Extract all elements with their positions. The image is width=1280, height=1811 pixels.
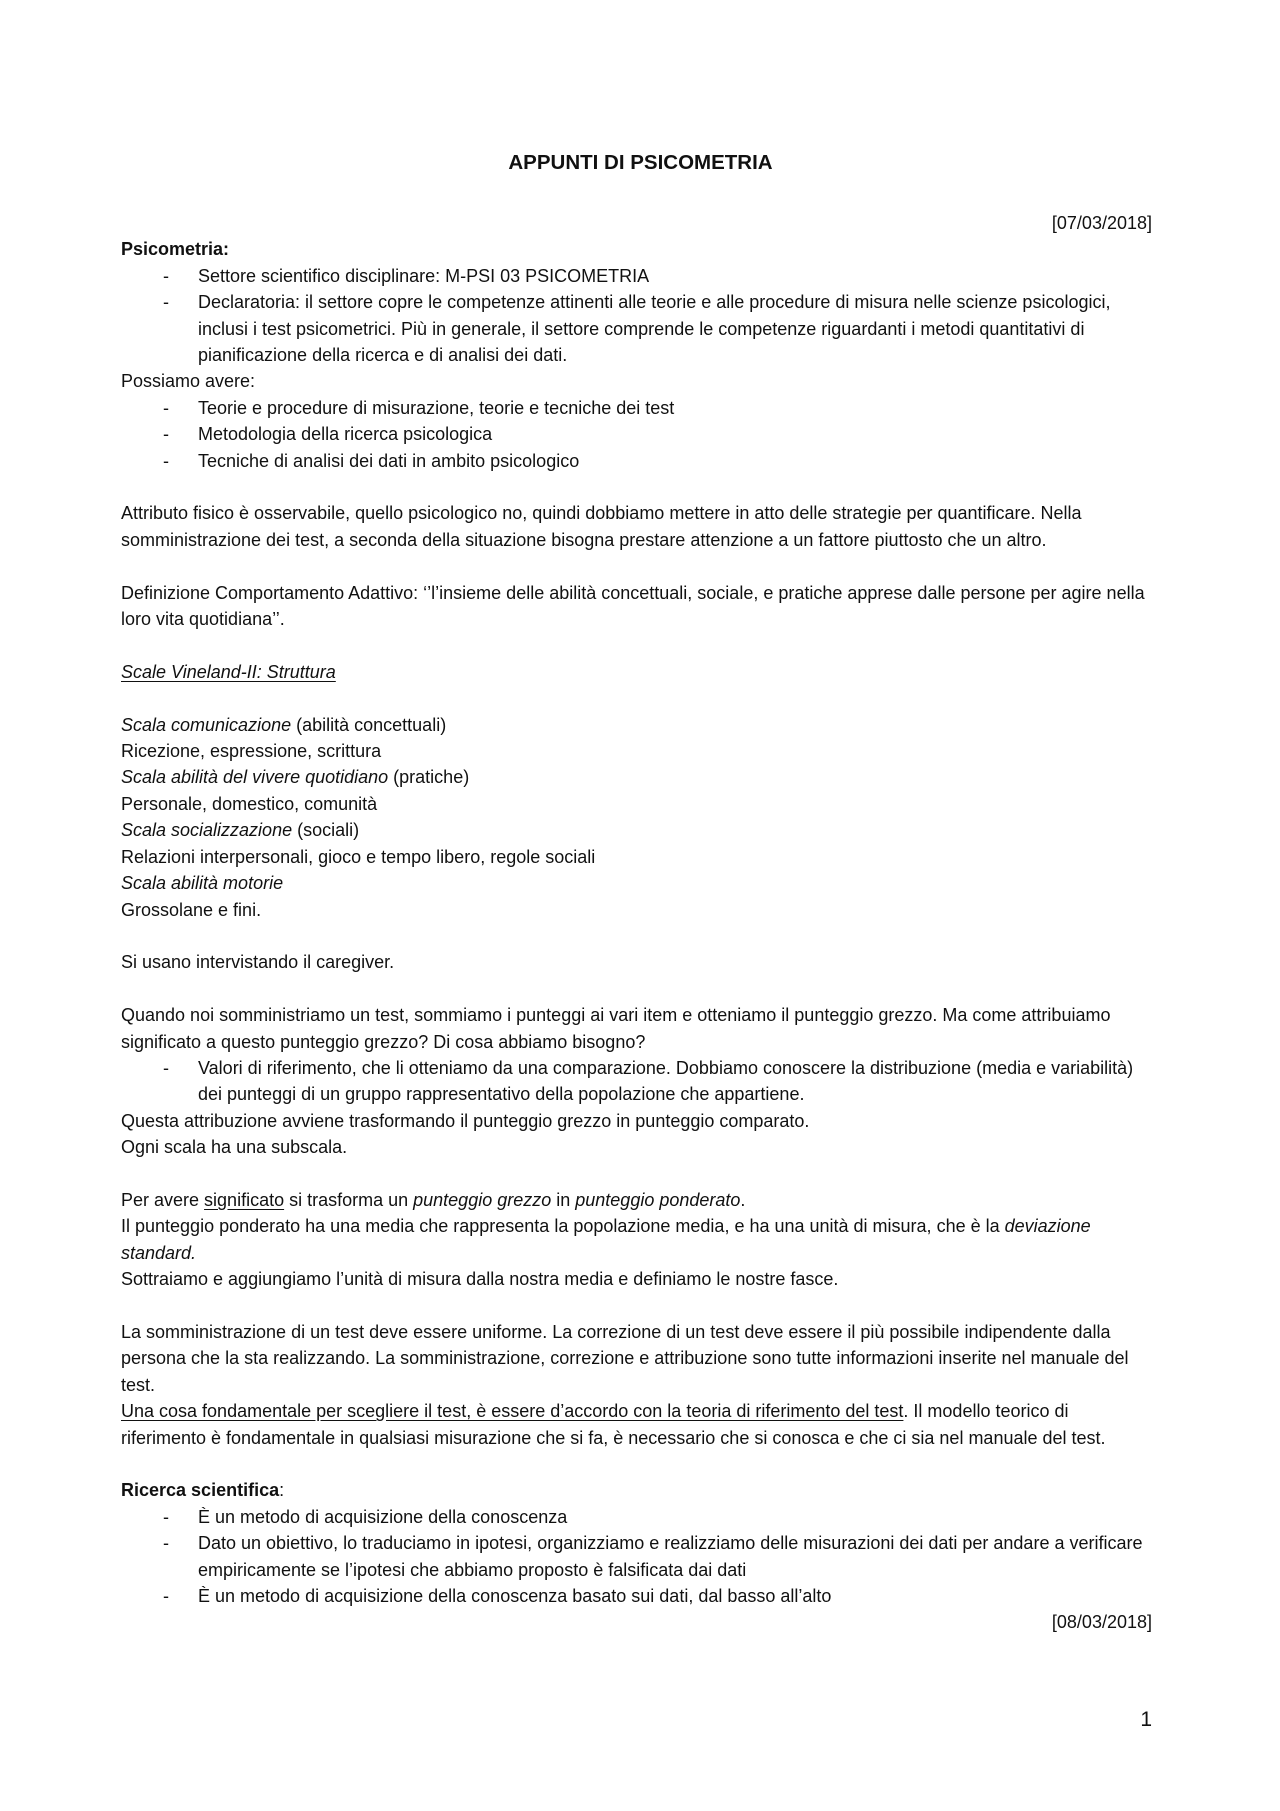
paragraph-subscala: Ogni scala ha una subscala.: [121, 1137, 348, 1158]
list-item: - Metodologia della ricerca psicologica: [121, 421, 1152, 447]
text-run: in: [551, 1189, 576, 1210]
list-item: - Valori di riferimento, che li otteniamo da una comparazione. Dobbiamo conoscere la distribuzione (media e variabilità) dei punteggi di un gruppo rappresentativo della popolazione che appartiene.: [121, 1055, 1152, 1108]
spacer: [121, 685, 1152, 711]
text-run: .: [740, 1189, 746, 1210]
scale-description: Relazioni interpersonali, gioco e tempo libero, regole sociali: [121, 846, 596, 867]
text-run: . Il modello teorico di riferimento è fondamentale in qualsiasi misurazione che si fa, è necessario che si conosca e che ci sia nel manuale del test.: [121, 1401, 1106, 1448]
italic-term: punteggio grezzo: [413, 1189, 552, 1210]
psicometria-list: [121, 263, 1152, 369]
paragraph-somministriamo: Quando noi somministriamo un test, sommiamo i punteggi ai vari item e otteniamo il punteggio grezzo. Ma come attribuiamo significato a questo punteggio grezzo? Di cosa abbiamo bisogno?: [121, 1005, 1111, 1052]
text-run: si trasforma un: [284, 1189, 414, 1210]
vineland-scales: [121, 712, 1152, 923]
document-page: [121, 150, 1152, 1636]
paragraph-ponderato: [121, 1213, 1152, 1266]
ricerca-list: [121, 1504, 1152, 1610]
paragraph-significato: [121, 1187, 1152, 1213]
spacer: [121, 1293, 1152, 1319]
list-item: - Settore scientifico disciplinare: M-PSI 03 PSICOMETRIA: [121, 263, 1152, 289]
heading-text: Ricerca scientifica: [121, 1480, 280, 1501]
list-item: - Teorie e procedure di misurazione, teorie e tecniche dei test: [121, 395, 1152, 421]
paragraph-fondamentale: [121, 1398, 1152, 1451]
text-run: Per avere: [121, 1189, 205, 1210]
list-item: - È un metodo di acquisizione della conoscenza basato sui dati, dal basso all’alto: [121, 1583, 1152, 1609]
scale-name: Scala comunicazione: [121, 714, 292, 735]
valori-list: [121, 1055, 1152, 1108]
paragraph-attribuzione: Questa attribuzione avviene trasformando il punteggio grezzo in punteggio comparato.: [121, 1110, 810, 1131]
vineland-heading: Scale Vineland-II: Struttura: [121, 661, 336, 682]
possiamo-lead: Possiamo avere:: [121, 371, 256, 392]
paragraph-sottraiamo: Sottraiamo e aggiungiamo l’unità di misura dalla nostra media e definiamo le nostre fasce.: [121, 1269, 839, 1290]
list-item: - Tecniche di analisi dei dati in ambito psicologico: [121, 448, 1152, 474]
italic-term: deviazione standard.: [121, 1216, 1091, 1263]
spacer: [121, 1451, 1152, 1477]
scale-name: Scala abilità del vivere quotidiano: [121, 767, 389, 788]
scale-description: Personale, domestico, comunità: [121, 793, 378, 814]
spacer: [121, 474, 1152, 500]
paragraph-attributo: Attributo fisico è osservabile, quello psicologico no, quindi dobbiamo mettere in atto delle strategie per quantificare. Nella somministrazione dei test, a seconda della situazione bisogna prestare attenzione a un fattore piuttosto che un altro.: [121, 503, 1082, 550]
spacer: [121, 976, 1152, 1002]
scale-description: Ricezione, espressione, scrittura: [121, 741, 382, 762]
scale-line: [121, 817, 1152, 843]
spacer: [121, 632, 1152, 658]
spacer: [121, 1161, 1152, 1187]
scale-name: Scala socializzazione: [121, 820, 293, 841]
scale-line: [121, 712, 1152, 738]
page-number: 1: [1140, 1708, 1152, 1731]
heading-colon: :: [279, 1480, 285, 1501]
list-item: - Dato un obiettivo, lo traduciamo in ipotesi, organizziamo e realizziamo delle misurazioni dei dati per andare a verificare empiricamente se l’ipotesi che abbiamo proposto è falsificata dai dati: [121, 1530, 1152, 1583]
paragraph-caregiver: Si usano intervistando il caregiver.: [121, 952, 395, 973]
section-heading-psicometria: Psicometria:: [121, 239, 230, 260]
document-title: APPUNTI DI PSICOMETRIA: [508, 151, 773, 174]
scale-description: Grossolane e fini.: [121, 899, 262, 920]
scale-line: [121, 870, 1152, 896]
scale-note: (pratiche): [388, 767, 470, 788]
list-item: - È un metodo di acquisizione della conoscenza: [121, 1504, 1152, 1530]
scale-note: (abilità concettuali): [291, 714, 447, 735]
date-stamp: [08/03/2018]: [1051, 1612, 1152, 1633]
scale-note: (sociali): [292, 820, 360, 841]
paragraph-uniforme: La somministrazione di un test deve essere uniforme. La correzione di un test deve essere il più possibile indipendente dalla persona che la sta realizzando. La somministrazione, correzione e attribuzione sono tutte informazioni inserite nel manuale del test.: [121, 1321, 1129, 1395]
spacer: [121, 553, 1152, 579]
date-stamp: [07/03/2018]: [1051, 213, 1152, 233]
list-item: - Declaratoria: il settore copre le competenze attinenti alle teorie e alle procedure di misura nelle scienze psicologici, inclusi i test psicometrici. Più in generale, il settore comprende le competenze riguardanti i metodi quantitativi di pianificazione della ricerca e di analisi dei dati.: [121, 289, 1152, 368]
underlined-term: significato: [204, 1189, 285, 1210]
italic-term: punteggio ponderato: [575, 1189, 741, 1210]
possiamo-list: [121, 395, 1152, 474]
section-heading-ricerca: [121, 1477, 1152, 1503]
text-run: Il punteggio ponderato ha una media che rappresenta la popolazione media, e ha una unità di misura, che è la: [121, 1216, 1005, 1237]
underlined-sentence: Una cosa fondamentale per scegliere il test, è essere d’accordo con la teoria di riferimento del test: [121, 1401, 904, 1422]
paragraph-definizione: Definizione Comportamento Adattivo: ‘’l’insieme delle abilità concettuali, sociale, e pratiche apprese dalle persone per agire nella loro vita quotidiana’’.: [121, 582, 1145, 630]
spacer: [121, 923, 1152, 949]
scale-line: [121, 764, 1152, 790]
scale-name: Scala abilità motorie: [121, 873, 284, 894]
